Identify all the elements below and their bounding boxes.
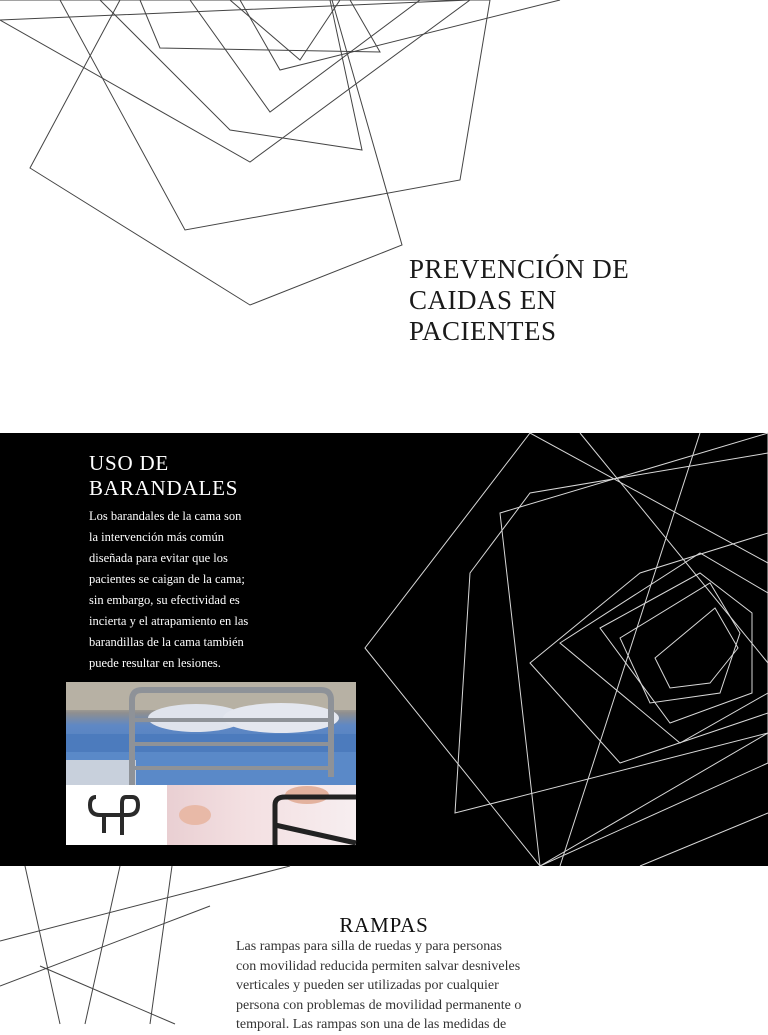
patient-rail-photo — [167, 785, 356, 845]
body-line: verticales y pueden ser utilizadas por cualquier — [236, 978, 499, 993]
body-line: persona con problemas de movilidad permanente o — [236, 997, 522, 1013]
section-body-text — [236, 937, 576, 1035]
rail-handle-illustration — [66, 785, 167, 845]
body-line: Los barandales de la cama son — [89, 509, 242, 523]
bed-rail-illustration — [66, 682, 356, 785]
section-body-text — [89, 506, 289, 674]
heading-line-2: BARANDALES — [89, 476, 239, 500]
geometric-line-decoration — [0, 0, 768, 433]
section-heading — [89, 451, 329, 501]
rampas-section — [0, 866, 768, 1032]
body-line: sin embargo, su efectividad es — [89, 593, 240, 607]
title-line-2: CAIDAS EN — [409, 285, 557, 315]
body-line: temporal. Las rampas son una de las medidas de — [236, 1017, 507, 1032]
body-line: con movilidad reducida permiten salvar desniveles — [236, 958, 521, 974]
title-line-3: PACIENTES — [409, 316, 557, 346]
cover-section — [0, 0, 768, 433]
body-line: diseñada para evitar que los — [89, 551, 228, 565]
section-heading: RAMPAS — [339, 913, 429, 937]
bed-rail-photo — [66, 682, 356, 785]
body-line: la intervención más común — [89, 530, 225, 544]
heading-line-1: USO DE — [89, 451, 170, 475]
body-line: puede resultar en lesiones. — [89, 656, 221, 670]
body-line: barandillas de la cama también — [89, 635, 244, 649]
body-line: incierta y el atrapamiento en las — [89, 614, 249, 628]
rail-handle-photo — [66, 785, 167, 845]
patient-rail-illustration — [167, 785, 356, 845]
body-line: pacientes se caigan de la cama; — [89, 572, 245, 586]
title-line-1: PREVENCIÓN DE — [409, 254, 630, 284]
barandales-section — [0, 433, 768, 866]
document-title — [409, 254, 739, 347]
body-line: Las rampas para silla de ruedas y para personas — [236, 939, 502, 954]
